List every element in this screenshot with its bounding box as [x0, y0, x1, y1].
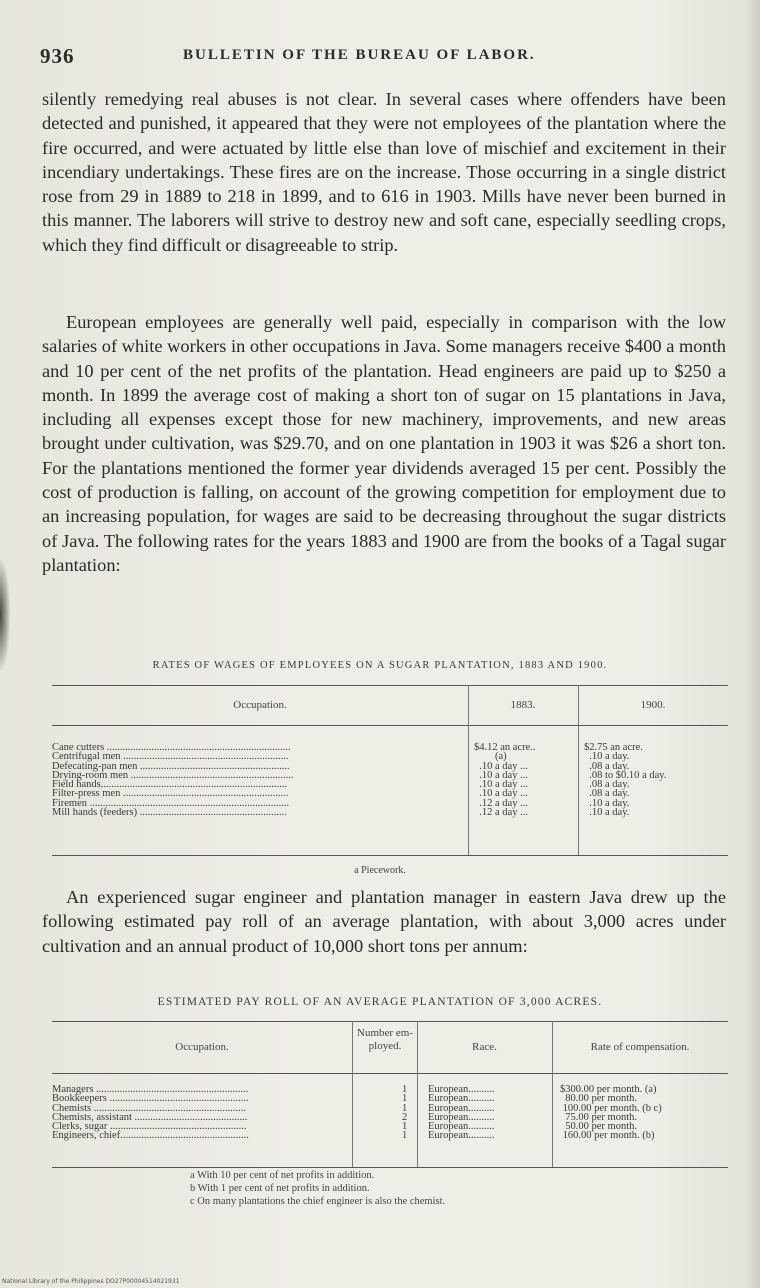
table2-header-rate: Rate of compensation.: [590, 1041, 690, 1053]
page-number: 936: [40, 44, 75, 68]
paragraph-2: European employees are generally well paid, especially in comparison with the low salaries of white workers in other occupations in Java. Some managers receive $400 a month and 10 per cent of the net profits of the plantation. Head engineers are paid up to $250 a month. In 1899 the average cost of making a short ton of sugar on 15 plantations in Java, including all expenses except those for new machinery, improvements, and new areas brought under cultivation, was $29.70, and on one plantation in 1903 it was $26 a short ton. For the plantations mentioned the former year dividends averaged 15 per cent. Possibly the cost of production is falling, on account of the growing competition for employment due to an increasing population, for wages are said to be decreasing throughout the sugar districts of Java. The following rates for the years 1883 and 1900 are from the books of a Tagal sugar plantation:: [42, 312, 726, 575]
table1-bottom-rule: [52, 855, 728, 856]
table2-bottom-rule: [52, 1167, 728, 1168]
table1-header-1900: 1900.: [640, 699, 666, 711]
table2-title: ESTIMATED PAY ROLL OF AN AVERAGE PLANTATION OF 3,000 ACRES.: [157, 996, 603, 1008]
table1-1883-column: $4.12 an acre.. (a) .10 a day ... .10 a day ... .10 a day ... .10 a day ... .12 a day ... .12 a day ...: [474, 742, 536, 819]
footnote-a: a With 10 per cent of net profits in addition.: [190, 1170, 375, 1181]
wages-table: [52, 685, 728, 857]
table2-top-rule: [52, 1021, 728, 1022]
table2-header-occupation: Occupation.: [175, 1041, 229, 1053]
binding-shadow: [0, 560, 10, 670]
table2-header-rule: [52, 1073, 728, 1074]
table2-rate-column: $300.00 per month. (a) 80.00 per month. 100.00 per month. (b c) 75.00 per month. 50.00 per month. 160.00 per month. (b): [560, 1084, 662, 1142]
table2-header-race: Race.: [472, 1041, 497, 1053]
table2-divider-1: [352, 1021, 353, 1167]
payroll-table: [52, 1021, 728, 1169]
table1-header-occupation: Occupation.: [233, 699, 287, 711]
table1-top-rule: [52, 685, 728, 686]
paragraph-1: silently remedying real abuses is not clear. In several cases where offenders have been detected and punished, it appeared that they were not employees of the plantation where the fire occurred, and were actuated by little else than love of mischief and excitement in their incendiary undertakings. These fires are on the increase. Those occurring in a single district rose from 29 in 1889 to 218 in 1899, and to 616 in 1903. Mills have never been burned in this manner. The laborers will strive to destroy new and soft cane, especially seedling crops, which they find difficult or disagreeable to strip.: [42, 89, 726, 255]
running-title: BULLETIN OF THE BUREAU OF LABOR.: [183, 47, 536, 63]
table2-occupation-column: Managers .......................................................... Bookkeepers ..................................................... Chemists .......................................................... Chemists, assistant ........................................... Clerks, sugar .................................................... Engineers, chief.................................................: [52, 1085, 249, 1141]
table2-number-column: 1 1 1 2 1 1: [402, 1084, 408, 1142]
table1-header-1883: 1883.: [510, 699, 536, 711]
table1-occupation-column: Cane cutters ...................................................................... Centrifugal men ............................................................... Defecating-pan men ......................................................... Drying-room men .............................................................. Field hands....................................................................... Filter-press men ............................................................... Firemen ............................................................................ Mill hands (feeders) ........................................................: [52, 743, 294, 818]
page-header: [40, 44, 720, 74]
table2-race-column: European.......... European.......... European.......... European.......... European.......... European..........: [428, 1084, 495, 1142]
paragraph-3: An experienced sugar engineer and plantation manager in eastern Java drew up the following estimated pay roll of an average plantation, with about 3,000 acres under cultivation and an annual product of 10,000 short tons per annum:: [42, 887, 726, 956]
footnote-c: c On many plantations the chief engineer is also the chemist.: [190, 1196, 446, 1207]
table1-note: a Piecework.: [354, 865, 406, 876]
page-edge: [746, 0, 760, 1288]
table1-header-rule: [52, 725, 728, 726]
table2-header-number: Number em- ployed.: [357, 1027, 413, 1052]
table1-1900-column: $2.75 an acre. .10 a day. .08 a day. .08 to $0.10 a day. .08 a day. .08 a day. .10 a day. .10 a day.: [584, 742, 667, 819]
footnote-b: b With 1 per cent of net profits in addition.: [190, 1183, 370, 1194]
table1-title: RATES OF WAGES OF EMPLOYEES ON A SUGAR PLANTATION, 1883 AND 1900.: [152, 660, 608, 671]
library-imprint: National Library of the Philippines DO27P00004514021931: [2, 1278, 180, 1285]
